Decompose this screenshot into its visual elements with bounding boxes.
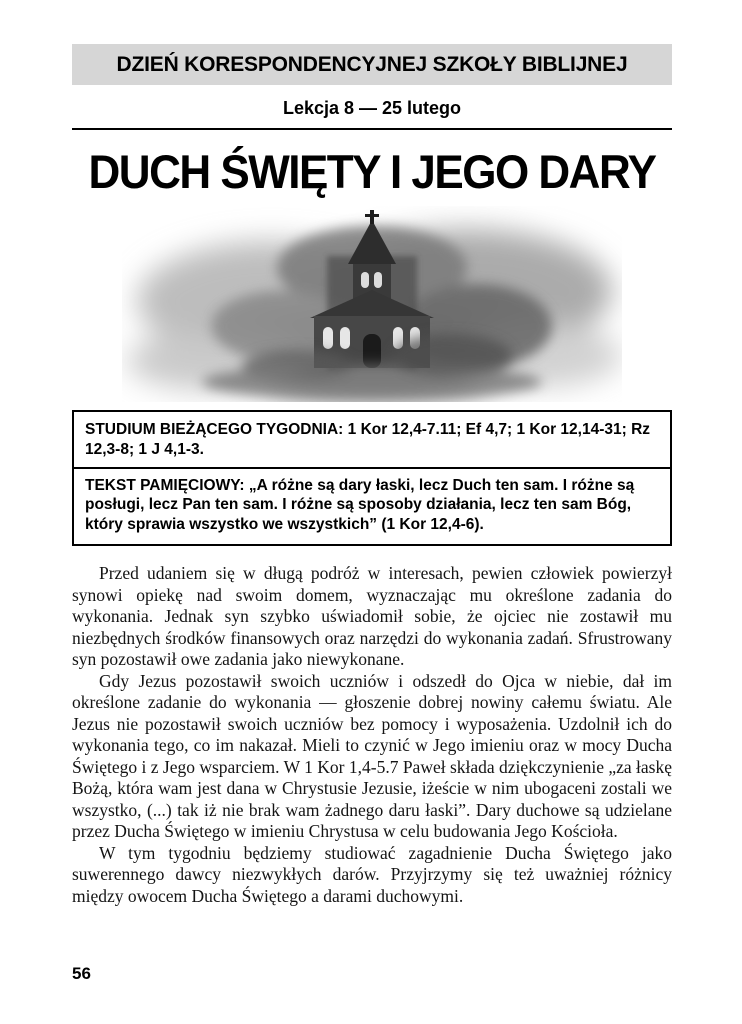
lesson-date-line: Lekcja 8 — 25 lutego	[282, 98, 462, 118]
church-illustration	[72, 206, 672, 402]
body-text	[72, 563, 672, 907]
study-box	[72, 410, 672, 546]
study-week-label: STUDIUM BIEŻĄCEGO TYGODNIA:	[85, 421, 344, 438]
church-illustration-svg	[122, 206, 622, 402]
divider	[74, 467, 670, 469]
memory-text-label: TEKST PAMIĘCIOWY:	[85, 476, 245, 494]
paragraph-3: W tym tygodniu będziemy studiować zagadnienie Ducha Świętego jako suwerennego dawcy niezwykłych darów. Przyjrzymy się też uważniej różnicy między owocem Ducha Świętego a darami duchowymi.	[72, 842, 672, 906]
paragraph-1: Przed udaniem się w długą podróż w interesach, pewien człowiek powierzył synowi opiekę nad swoim domem, wyznaczając mu określone zadania do wykonania. Jednak syn szybko uświadomił sobie, że ojciec nie zostawił mu niezbędnych środków finansowych oraz narzędzi do wykonania zadań. Sfrustrowany syn pozostawił owe zadania jako niewykonane.	[72, 563, 672, 670]
memory-text-body: „A różne są dary łaski, lecz Duch ten sam. I różne są posługi, lecz Pan ten sam. I różne są sposoby działania, lecz ten sam Bóg, który sprawia wszystko we wszystkich” (1 Kor 12,4-6).	[85, 476, 635, 534]
page-title: DUCH ŚWIĘTY I JEGO DARY	[88, 146, 656, 199]
header-banner: DZIEŃ KORESPONDENCYJNEJ SZKOŁY BIBLIJNEJ	[72, 44, 672, 85]
paragraph-2: Gdy Jezus pozostawił swoich uczniów i odszedł do Ojca w niebie, dał im określone zadanie do wykonania — głoszenie dobrej nowiny całemu światu. Ale Jezus nie pozostawił swoich uczniów bez pomocy i wyposażenia. Uzdolnił ich do wykonania tego, co im nakazał. Mieli to czynić w Jego imieniu oraz w mocy Ducha Świętego i z Jego wsparciem. W 1 Kor 1,4-5.7 Paweł składa dziękczynienie „za łaskę Bożą, która wam jest dana w Chrystusie Jezusie, iżeście w nim ubogaceni zostali we wszystko, (...) tak iż nie brak wam żadnego daru łaski”. Dary duchowe są udzielane przez Ducha Świętego w imieniu Chrystusa w celu budowania Jego Kościoła.	[72, 670, 672, 842]
study-week-line	[85, 420, 659, 460]
divider	[72, 128, 672, 130]
page-number: 56	[72, 964, 91, 983]
study-week-text: 1 Kor 12,4-7.11; Ef 4,7; 1 Kor 12,14-31; Rz 12,3-8; 1 J 4,1-3.	[85, 421, 651, 458]
memory-text-line	[85, 476, 659, 535]
